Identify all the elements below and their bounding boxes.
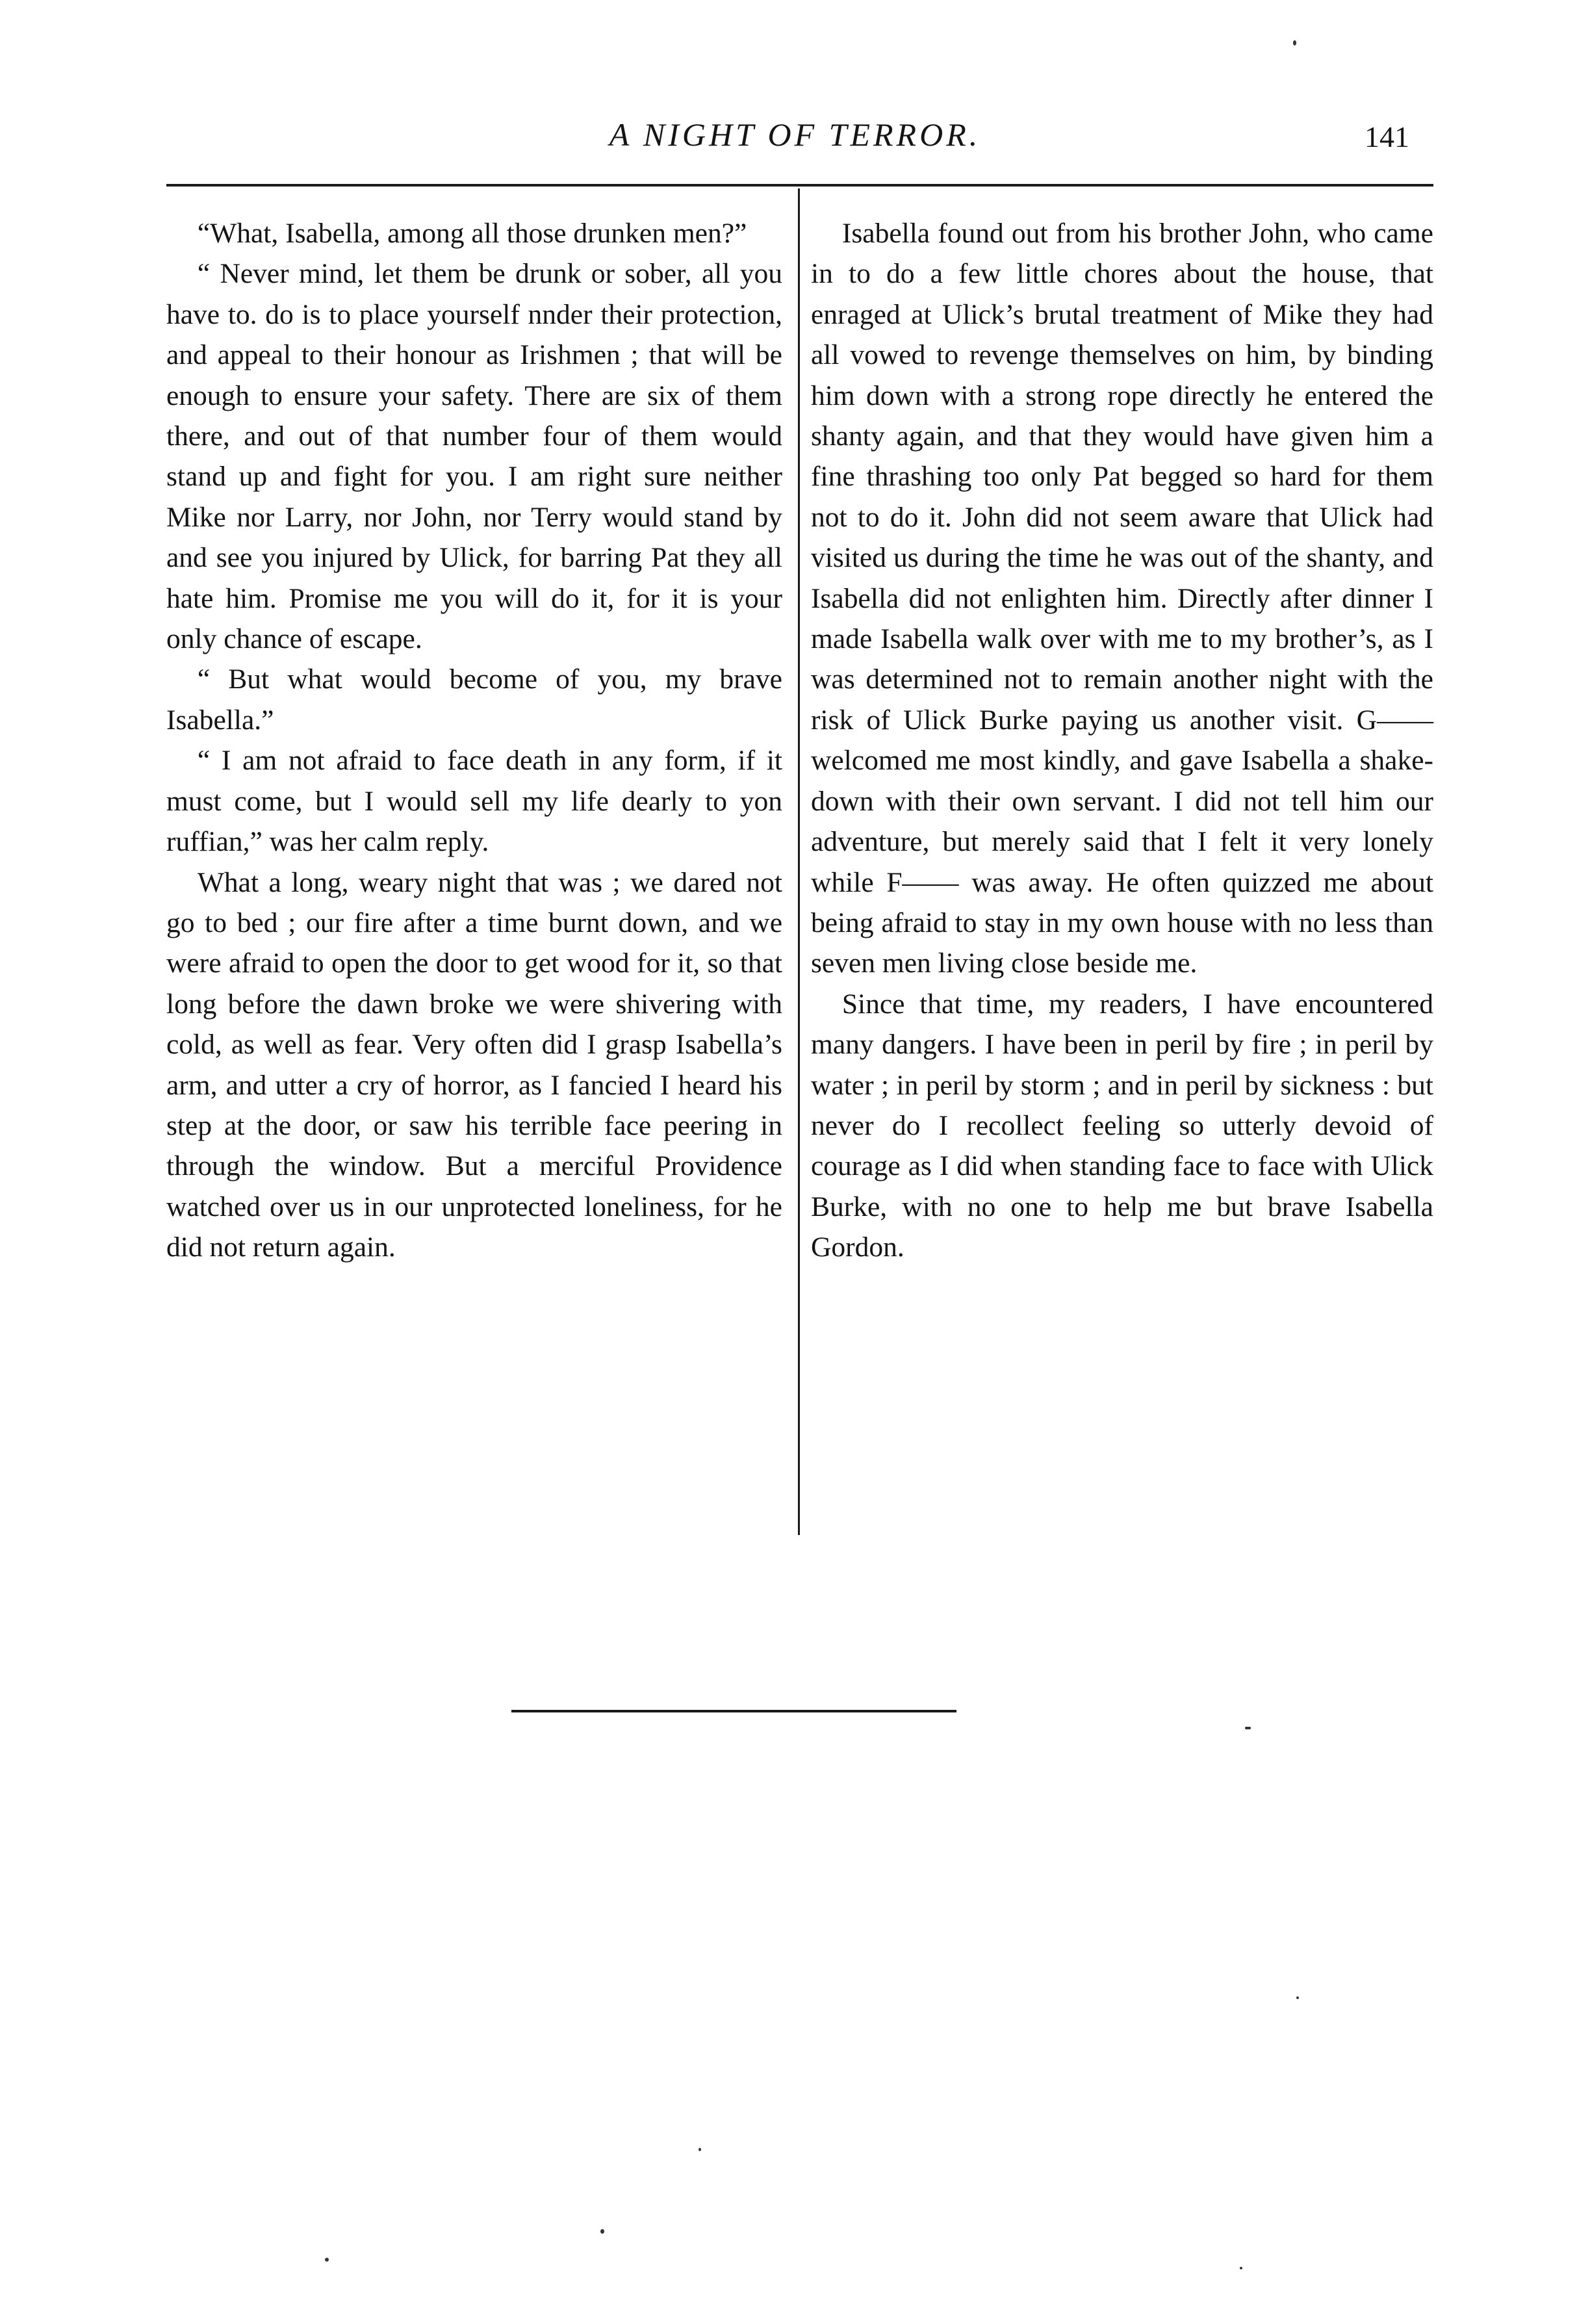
print-speck — [1245, 1727, 1251, 1729]
header-rule — [166, 184, 1433, 187]
print-speck — [600, 2229, 604, 2234]
end-rule — [511, 1710, 956, 1712]
left-column — [166, 213, 782, 1268]
paragraph: Since that time, my readers, I have encountered many dangers. I have been in peril by fire ; in peril by water ; in peril by storm ; and in peril by sickness : but never do I recollect feeling so utterly devoid of courage as I did when standing face to face with Ulick Burke, with no one to help me but brave Isabella Gordon. — [811, 988, 1433, 1263]
paragraph: “ I am not afraid to face death in any form, if it must come, but I would sell my life dearly to yon ruffian,” was her calm reply. — [166, 745, 782, 858]
print-speck — [1240, 2267, 1242, 2269]
right-column — [811, 213, 1433, 1268]
paragraph: “ But what would become of you, my brave Isabella.” — [166, 664, 782, 736]
column-divider — [798, 188, 800, 1535]
running-title: A NIGHT OF TERROR. — [609, 116, 981, 153]
print-speck — [1293, 40, 1296, 45]
print-speck — [1296, 1996, 1299, 1999]
paragraph: “ Never mind, let them be drunk or sober, all you have to. do is to place yourself nnder their protection, and appeal to their honour as Irishmen ; that will be enough to ensure your safety. There are six of them there, and out of that number four of them would stand up and fight for you. I am right sure neither Mike nor Larry, nor John, nor Terry would stand by and see you injured by Ulick, for barring Pat they all hate him. Promise me you will do it, for it is your only chance of escape. — [166, 258, 782, 655]
print-speck — [325, 2258, 329, 2262]
paragraph: Isabella found out from his brother John, who came in to do a few little chores about the house, that enraged at Ulick’s brutal treatment of Mike they had all vowed to revenge themselves on him, by binding him down with a strong rope directly he entered the shanty again, and that they would have given him a fine thrashing too only Pat begged so hard for them not to do it. John did not seem aware that Ulick had visited us during the time he was out of the shanty, and Isabella did not enlighten him. Directly after dinner I made Isabella walk over with me to my brother’s, as I was determined not to remain another night with the risk of Ulick Burke paying us another visit. G—— welcomed me most kindly, and gave Isabella a shake-down with their own servant. I did not tell him our adventure, but merely said that I felt it very lonely while F—— was away. He often quizzed me about being afraid to stay in my own house with no less than seven men living close beside me. — [811, 218, 1433, 979]
paragraph: What a long, weary night that was ; we dared not go to bed ; our fire after a time burnt down, and we were afraid to open the door to get wood for it, so that long before the dawn broke we were shivering with cold, as well as fear. Very often did I grasp Isabella’s arm, and utter a cry of horror, as I fancied I heard his step at the door, or saw his terrible face peering in through the window. But a merciful Providence watched over us in our unprotected loneliness, for he did not return again. — [166, 866, 782, 1263]
paragraph: “What, Isabella, among all those drunken men?” — [197, 218, 747, 249]
page-number: 141 — [1365, 120, 1409, 153]
print-speck — [699, 2148, 701, 2151]
